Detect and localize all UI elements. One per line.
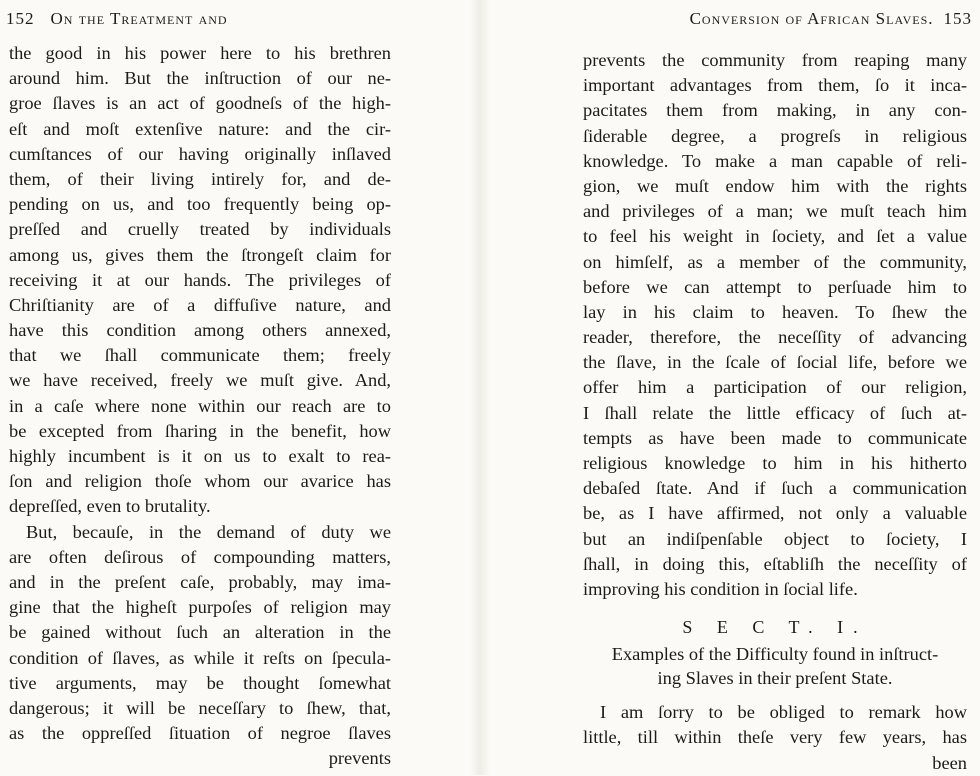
left-page	[0, 0, 470, 775]
section-subtitle: ing Slaves in their preſent State.	[657, 668, 893, 689]
left-running-title: On the Treatment and	[50, 9, 228, 28]
text-line: on himſelf, as a member of the community,	[583, 251, 967, 272]
left-body-text	[9, 41, 391, 771]
text-line: groe ſlaves is an act of goodneſs of the high-	[9, 93, 391, 114]
text-line: the good in his power here to his brethren	[9, 43, 391, 63]
right-body-text	[583, 48, 967, 776]
text-line: gine that the higheſt purpoſes of religion may	[9, 597, 391, 618]
text-line: be excepted from ſharing in the benefit, how	[9, 420, 391, 441]
right-catchword: been	[932, 752, 967, 773]
text-line: among us, gives them the ſtrongeſt claim for	[9, 244, 391, 265]
text-line: ſhall, in doing this, eſtabliſh the neceſſity of	[583, 553, 967, 574]
text-line: have this condition among others annexed,	[9, 320, 391, 341]
text-line: pending on us, and too frequently being op-	[9, 194, 391, 215]
left-catchword: prevents	[328, 748, 391, 769]
text-line: lay in his claim to heaven. To ſhew the	[583, 301, 967, 322]
left-running-head	[6, 9, 228, 29]
text-line: I ſhall relate the little efficacy of ſuch at-	[583, 402, 967, 423]
right-running-title: Conversion of African Slaves.	[689, 9, 934, 28]
text-line: pacitates them from making, in any con-	[583, 100, 967, 121]
text-line: but an indiſpenſable object to ſociety, I	[583, 528, 967, 549]
text-line: we have received, freely we muſt give. And,	[9, 370, 391, 391]
text-line: tive arguments, may be thought ſomewhat	[9, 672, 391, 693]
text-line: knowledge. To make a man capable of reli-	[583, 150, 967, 171]
book-gutter	[470, 0, 490, 775]
text-line: and privileges of a man; we muſt teach him	[583, 201, 967, 222]
section-heading: S E C T. I.	[682, 617, 868, 638]
text-line: I am ſorry to be obliged to remark how	[600, 702, 967, 723]
text-line: reader, therefore, the neceſſity of advancing	[583, 327, 967, 348]
text-line: religious knowledge to him in his hitherto	[583, 453, 967, 473]
text-line: around him. But the inſtruction of our ne-	[9, 68, 391, 89]
text-line: cumſtances of our having originally inſlaved	[9, 143, 391, 164]
text-line: eſt and moſt extenſive nature: and the cir-	[9, 118, 391, 139]
text-line: tempts as have been made to communicate	[583, 427, 967, 448]
text-line: the ſlave, in the ſcale of ſocial life, before we	[583, 352, 967, 373]
text-line: as the oppreſſed ſituation of negroe ſlaves	[9, 723, 391, 744]
text-line: highly incumbent is it on us to exalt to rea-	[9, 446, 391, 466]
text-line: condition of ſlaves, as while it reſts on ſpecula-	[9, 647, 391, 668]
text-line: be gained without ſuch an alteration in the	[9, 622, 391, 643]
text-line: to feel his weight in ſociety, and ſet a value	[583, 226, 967, 247]
section-subtitle: Examples of the Difficulty found in inſtruct-	[611, 644, 939, 665]
text-line: little, till within theſe very few years, has	[583, 727, 967, 748]
text-line: that we ſhall communicate them; freely	[9, 345, 391, 366]
text-line: ſiderable degree, a progreſs in religious	[583, 125, 967, 146]
text-line: important advantages from them, ſo it inca-	[583, 75, 967, 96]
text-line: them, of their living intirely for, and de-	[9, 168, 391, 189]
text-line: debaſed ſtate. And if ſuch a communication	[583, 478, 967, 499]
text-line: depreſſed, even to brutality.	[9, 496, 211, 517]
text-line: preſſed and cruelly treated by individuals	[9, 219, 391, 240]
text-line: ſon and religion thoſe whom our avarice has	[9, 471, 391, 492]
text-line: offer him a participation of our religion,	[583, 377, 967, 398]
right-page-number: 153	[943, 9, 972, 28]
text-line: receiving it at our hands. The privileges of	[9, 269, 391, 290]
text-line: improving his condition in ſocial life.	[583, 578, 858, 599]
text-line: are often deſirous of compounding matters,	[9, 546, 391, 567]
text-line: prevents the community from reaping many	[583, 50, 967, 70]
text-line: Chriſtianity are of a diffuſive nature, and	[9, 294, 391, 315]
left-page-number: 152	[6, 9, 35, 28]
text-line: be, as I have affirmed, not only a valuable	[583, 503, 967, 524]
text-line: in a caſe where none within our reach are to	[9, 395, 391, 416]
right-page	[490, 0, 980, 775]
right-running-head	[690, 9, 972, 29]
text-line: dangerous; it will be neceſſary to ſhew, that,	[9, 697, 391, 718]
text-line: gion, we muſt endow him with the rights	[583, 175, 967, 196]
text-line: But, becauſe, in the demand of duty we	[26, 521, 391, 542]
text-line: and in the preſent caſe, probably, may ima-	[9, 571, 391, 592]
text-line: before we can attempt to perſuade him to	[583, 276, 967, 297]
